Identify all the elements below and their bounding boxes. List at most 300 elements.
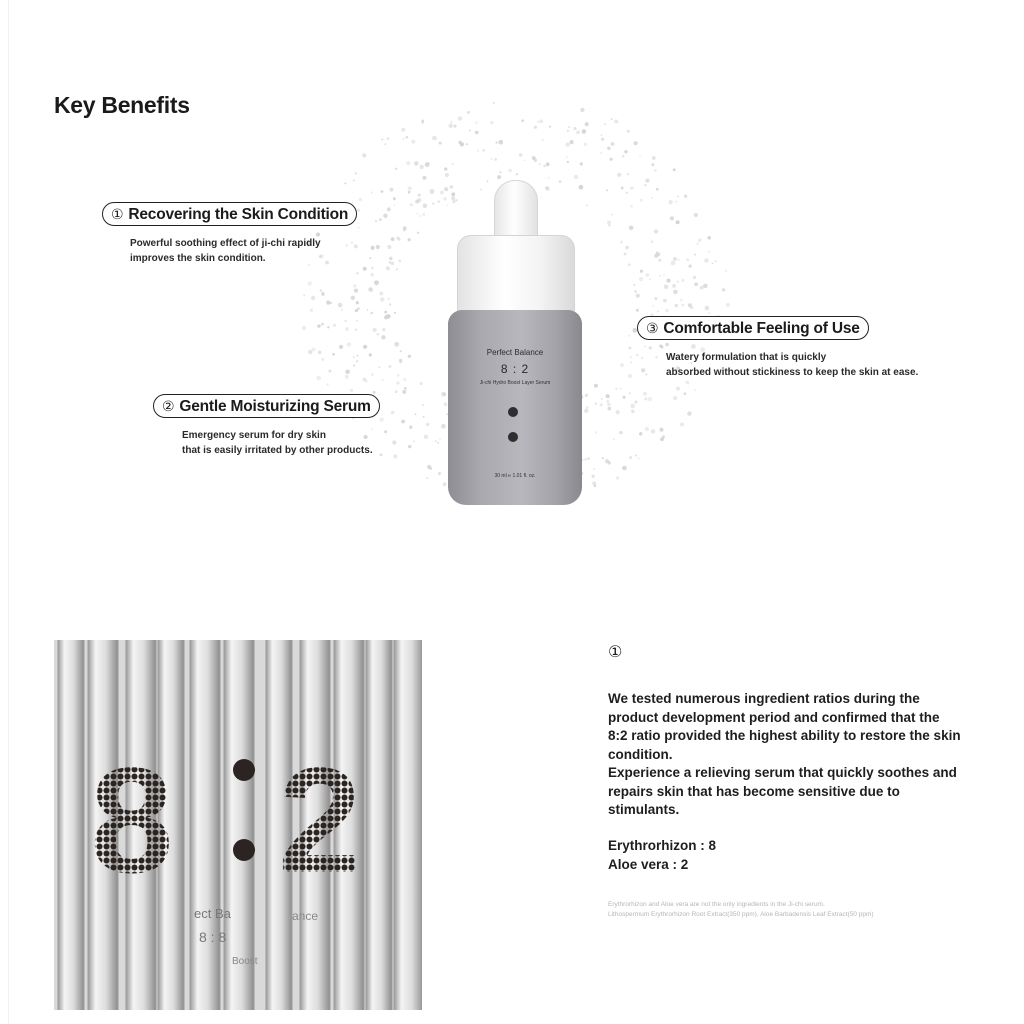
halo-dot xyxy=(328,370,331,373)
halo-dot xyxy=(460,142,464,146)
halo-dot xyxy=(690,306,694,310)
halo-dot xyxy=(445,173,449,177)
halo-dot xyxy=(654,169,657,172)
halo-dot xyxy=(698,238,702,242)
halo-dot xyxy=(568,126,570,128)
halo-dot xyxy=(708,251,710,253)
halo-dot xyxy=(585,122,589,126)
halo-dot xyxy=(715,260,717,262)
halo-dot xyxy=(610,158,613,161)
halo-dot xyxy=(677,196,679,198)
halo-dot xyxy=(641,357,643,359)
halo-dot xyxy=(396,268,398,270)
halo-dot xyxy=(601,134,603,136)
halo-dot xyxy=(359,198,362,201)
halo-dot xyxy=(534,126,537,129)
halo-dot xyxy=(380,454,383,457)
halo-dot xyxy=(725,270,727,272)
halo-dot xyxy=(408,191,411,194)
halo-dot xyxy=(422,213,425,216)
page-title: Key Benefits xyxy=(54,92,190,118)
footnote-line: Erythrorhizon and Aloe vera are not the only ingredients in the Ji-chi serum. xyxy=(608,901,825,908)
halo-dot xyxy=(508,169,512,173)
halo-dot xyxy=(403,378,406,381)
halo-dot xyxy=(621,187,624,190)
halo-dot xyxy=(592,475,595,478)
detail-line: Experience a relieving serum that quickly soothes and xyxy=(608,765,957,780)
halo-dot xyxy=(410,203,413,206)
halo-dot xyxy=(629,347,632,350)
halo-dot xyxy=(628,374,632,378)
halo-dot xyxy=(356,301,359,304)
halo-dot xyxy=(676,220,680,224)
halo-dot xyxy=(644,346,646,348)
halo-dot xyxy=(377,333,379,335)
halo-dot xyxy=(652,156,656,160)
halo-dot xyxy=(475,131,478,134)
halo-dot xyxy=(344,182,346,184)
halo-dot xyxy=(573,127,576,130)
halo-dot xyxy=(408,445,411,448)
halo-dot xyxy=(694,389,696,391)
photo-colon-dot-bottom xyxy=(233,839,255,861)
halo-dot xyxy=(707,236,711,240)
halo-dot xyxy=(308,350,312,354)
halo-dot xyxy=(646,179,650,183)
halo-dot xyxy=(403,229,405,231)
halo-dot xyxy=(482,149,485,152)
halo-dot xyxy=(415,413,417,415)
halo-dot xyxy=(606,400,609,403)
halo-dot xyxy=(624,253,627,256)
halo-dot xyxy=(320,290,322,292)
halo-dot xyxy=(630,356,632,358)
halo-dot xyxy=(600,403,603,406)
halo-dot xyxy=(652,163,655,166)
halo-dot xyxy=(644,398,647,401)
halo-dot xyxy=(580,108,584,112)
halo-dot xyxy=(357,355,359,357)
halo-dot xyxy=(406,161,410,165)
halo-dot xyxy=(649,346,652,349)
halo-dot xyxy=(622,155,624,157)
halo-dot xyxy=(353,365,355,367)
halo-dot xyxy=(611,142,615,146)
halo-dot xyxy=(403,138,405,140)
photo-colon-dot-top xyxy=(233,759,255,781)
halo-dot xyxy=(683,392,686,395)
halo-dot xyxy=(341,309,343,311)
halo-dot xyxy=(616,410,620,414)
halo-dot xyxy=(600,152,602,154)
halo-dot xyxy=(622,466,627,471)
halo-dot xyxy=(566,156,568,158)
halo-dot xyxy=(450,121,452,123)
halo-dot xyxy=(628,263,631,266)
test-tube xyxy=(58,640,84,1010)
detail-paragraph xyxy=(608,690,988,820)
halo-dot xyxy=(383,214,387,218)
ingredient-footnote xyxy=(608,900,988,920)
halo-dot xyxy=(607,221,611,225)
halo-dot xyxy=(634,401,637,404)
halo-dot xyxy=(663,274,665,276)
halo-dot xyxy=(694,253,696,255)
halo-dot xyxy=(636,309,639,312)
halo-dot xyxy=(604,123,606,125)
halo-dot xyxy=(638,458,640,460)
halo-dot xyxy=(651,197,653,199)
halo-dot xyxy=(367,309,369,311)
halo-dot xyxy=(308,281,313,286)
halo-dot xyxy=(430,189,435,194)
halo-dot xyxy=(663,299,667,303)
halo-dot xyxy=(355,172,357,174)
halo-dot xyxy=(629,226,634,231)
halo-dot xyxy=(469,130,471,132)
halo-dot xyxy=(662,435,665,438)
halo-dot xyxy=(620,388,622,390)
halo-dot xyxy=(631,410,635,414)
halo-dot xyxy=(373,391,376,394)
halo-dot xyxy=(712,263,714,265)
halo-dot xyxy=(353,284,357,288)
halo-dot xyxy=(417,232,419,234)
halo-dot xyxy=(380,418,384,422)
benefit-2-line-1: Emergency serum for dry skin xyxy=(182,430,326,441)
halo-dot xyxy=(406,136,408,138)
halo-dot xyxy=(694,282,698,286)
halo-dot xyxy=(420,382,423,385)
halo-dot xyxy=(345,375,349,379)
halo-dot xyxy=(353,180,355,182)
halo-dot xyxy=(658,259,661,262)
halo-dot xyxy=(726,303,730,307)
halo-dot xyxy=(339,345,343,349)
halo-dot xyxy=(439,142,442,145)
halo-dot xyxy=(537,121,539,123)
halo-dot xyxy=(634,290,636,292)
halo-dot xyxy=(676,387,680,391)
halo-dot xyxy=(576,131,580,135)
halo-dot xyxy=(432,203,434,205)
test-tube xyxy=(224,640,254,1010)
halo-dot xyxy=(654,297,657,300)
detail-line: stimulants. xyxy=(608,802,680,817)
halo-dot xyxy=(375,220,377,222)
halo-dot xyxy=(570,140,574,144)
halo-dot xyxy=(627,130,630,133)
halo-dot xyxy=(391,411,395,415)
halo-dot xyxy=(389,257,393,261)
halo-dot xyxy=(372,290,374,292)
bottle-label-name: Perfect Balance xyxy=(486,348,544,357)
halo-dot xyxy=(302,326,307,331)
halo-dot xyxy=(399,260,402,263)
halo-dot xyxy=(426,423,429,426)
ratio-tubes-photo xyxy=(54,640,422,1010)
halo-dot xyxy=(611,214,613,216)
halo-dot xyxy=(327,326,329,328)
page-edge-rule xyxy=(8,0,9,1024)
halo-dot xyxy=(391,262,395,266)
bottle-dot-top xyxy=(508,407,518,417)
halo-dot xyxy=(381,335,385,339)
halo-dot xyxy=(669,200,673,204)
halo-dot xyxy=(394,312,396,314)
halo-dot xyxy=(345,370,350,375)
halo-dot xyxy=(624,150,627,153)
halo-dot xyxy=(345,320,347,322)
halo-dot xyxy=(687,411,691,415)
halo-dot xyxy=(546,162,550,166)
halo-dot xyxy=(620,363,624,367)
halo-dot xyxy=(332,353,335,356)
halo-dot xyxy=(370,312,373,315)
halo-dot xyxy=(408,238,411,241)
halo-dot xyxy=(629,456,632,459)
halo-dot xyxy=(389,303,391,305)
halo-dot xyxy=(693,276,696,279)
halo-dot xyxy=(628,335,630,337)
halo-dot xyxy=(649,278,651,280)
halo-dot xyxy=(659,428,663,432)
halo-dot xyxy=(371,267,374,270)
halo-dot xyxy=(656,251,658,253)
halo-dot xyxy=(422,120,425,123)
halo-dot xyxy=(466,143,468,145)
benefit-2-title: Gentle Moisturizing Serum xyxy=(179,398,371,415)
halo-dot xyxy=(648,397,653,402)
halo-dot xyxy=(654,229,658,233)
halo-dot xyxy=(593,468,595,470)
halo-dot xyxy=(686,381,690,385)
halo-dot xyxy=(646,273,649,276)
halo-dot xyxy=(539,163,541,165)
halo-dot xyxy=(607,147,611,151)
tubes-illustration xyxy=(54,640,422,1010)
bottle-dot-bottom xyxy=(508,432,518,442)
halo-dot xyxy=(611,118,613,120)
halo-dot xyxy=(417,213,419,215)
halo-dot xyxy=(371,192,373,194)
halo-dot xyxy=(321,358,324,361)
halo-dot xyxy=(356,360,358,362)
halo-dot xyxy=(424,435,429,440)
halo-dot xyxy=(321,323,324,326)
halo-dot xyxy=(338,303,343,308)
halo-dot xyxy=(427,465,431,469)
halo-dot xyxy=(316,376,321,381)
photo-tube-label-2: 8 : 8 xyxy=(199,929,227,945)
benefit-2-line-2: that is easily irritated by other products. xyxy=(182,445,373,456)
photo-digit-eight: 8 xyxy=(90,736,174,904)
benefit-2-number: ② xyxy=(162,398,175,414)
halo-dot xyxy=(387,137,390,140)
benefit-3-pill xyxy=(637,316,869,340)
halo-dot xyxy=(490,121,494,125)
halo-dot xyxy=(363,345,367,349)
halo-dot xyxy=(452,163,454,165)
halo-dot xyxy=(357,307,360,310)
halo-dot xyxy=(388,298,390,300)
halo-dot xyxy=(625,246,629,250)
halo-dot xyxy=(392,440,396,444)
halo-dot xyxy=(606,394,610,398)
halo-dot xyxy=(371,373,374,376)
halo-dot xyxy=(580,162,583,165)
halo-dot xyxy=(543,165,545,167)
halo-dot xyxy=(645,373,647,375)
halo-dot xyxy=(595,403,597,405)
halo-dot xyxy=(423,416,425,418)
halo-dot xyxy=(652,305,654,307)
halo-dot xyxy=(379,218,382,221)
halo-dot xyxy=(697,243,699,245)
halo-dot xyxy=(475,122,477,124)
halo-dot xyxy=(422,404,424,406)
halo-dot xyxy=(704,258,709,263)
halo-dot xyxy=(394,204,396,206)
halo-dot xyxy=(401,420,405,424)
halo-dot xyxy=(644,184,646,186)
halo-dot xyxy=(677,281,679,283)
halo-dot xyxy=(659,275,661,277)
halo-dot xyxy=(303,294,305,296)
halo-dot xyxy=(640,199,643,202)
halo-dot xyxy=(639,277,643,281)
halo-dot xyxy=(395,168,397,170)
halo-dot xyxy=(602,457,604,459)
halo-dot xyxy=(639,155,641,157)
halo-dot xyxy=(417,198,421,202)
halo-dot xyxy=(389,261,391,263)
detail-number: ① xyxy=(608,644,623,661)
halo-dot xyxy=(426,477,428,479)
halo-dot xyxy=(310,309,313,312)
halo-dot xyxy=(402,390,406,394)
halo-dot xyxy=(665,309,669,313)
halo-dot xyxy=(601,398,603,400)
halo-dot xyxy=(312,348,316,352)
halo-dot xyxy=(437,442,439,444)
halo-dot xyxy=(354,244,358,248)
halo-dot xyxy=(449,124,453,128)
halo-dot xyxy=(399,361,401,363)
halo-dot xyxy=(356,272,358,274)
halo-dot xyxy=(686,258,689,261)
benefit-1-title: Recovering the Skin Condition xyxy=(128,206,349,223)
halo-dot xyxy=(394,342,399,347)
halo-dot xyxy=(549,126,551,128)
halo-dot xyxy=(680,423,684,427)
ingredient-ratio xyxy=(608,837,716,874)
halo-dot xyxy=(524,160,526,162)
halo-dot xyxy=(391,237,395,241)
bottle-label-subtitle: Ji-chi Hydro Boost Layer Serum xyxy=(479,380,551,386)
halo-dot xyxy=(357,209,360,212)
halo-dot xyxy=(651,429,655,433)
halo-dot xyxy=(350,389,353,392)
halo-dot xyxy=(665,343,669,347)
halo-dot xyxy=(567,161,569,163)
halo-dot xyxy=(664,285,669,290)
halo-dot xyxy=(595,431,597,433)
halo-dot xyxy=(495,141,497,143)
halo-dot xyxy=(389,365,392,368)
halo-dot xyxy=(423,176,427,180)
halo-dot xyxy=(386,266,390,270)
halo-dot xyxy=(393,197,396,200)
halo-dot xyxy=(345,327,349,331)
detail-line: 8:2 ratio provided the highest ability to restore the skin xyxy=(608,728,961,743)
benefit-2-pill xyxy=(153,394,380,418)
photo-tube-label-1: ect Ba xyxy=(194,906,231,921)
halo-dot xyxy=(414,161,419,166)
halo-dot xyxy=(453,125,456,128)
halo-dot xyxy=(673,290,678,295)
ratio-line-erythrorhizon: Erythrorhizon : 8 xyxy=(608,838,717,853)
halo-dot xyxy=(539,119,543,123)
halo-dot xyxy=(629,392,631,394)
halo-dot xyxy=(519,153,523,157)
footnote-line: Lithospermum Erythrorhizon Root Extract(350 ppm), Aloe Barbadensis Leaf Extract(50 ppm) xyxy=(608,911,874,918)
halo-dot xyxy=(382,379,384,381)
halo-dot xyxy=(615,388,618,391)
halo-dot xyxy=(395,390,398,393)
halo-dot xyxy=(584,143,587,146)
halo-dot xyxy=(671,261,676,266)
halo-dot xyxy=(656,188,659,191)
halo-dot xyxy=(682,304,685,307)
halo-dot xyxy=(444,167,447,170)
halo-dot xyxy=(398,238,401,241)
halo-dot xyxy=(378,366,380,368)
halo-dot xyxy=(426,162,430,166)
halo-dot xyxy=(467,111,470,114)
dropper-collar xyxy=(457,235,575,317)
halo-dot xyxy=(477,150,479,152)
halo-dot xyxy=(317,324,320,327)
halo-dot xyxy=(311,296,315,300)
halo-dot xyxy=(594,384,598,388)
halo-dot xyxy=(630,361,632,363)
halo-dot xyxy=(435,440,437,442)
halo-dot xyxy=(606,189,608,191)
test-tube xyxy=(394,640,422,1010)
halo-dot xyxy=(582,129,587,134)
halo-dot xyxy=(353,356,355,358)
halo-dot xyxy=(567,130,569,132)
halo-dot xyxy=(497,175,501,179)
halo-dot xyxy=(694,213,698,217)
halo-dot xyxy=(358,227,360,229)
halo-dot xyxy=(636,294,640,298)
halo-dot xyxy=(643,392,647,396)
halo-dot xyxy=(672,284,676,288)
halo-dot xyxy=(651,240,654,243)
halo-dot xyxy=(630,404,635,409)
halo-dot xyxy=(675,304,678,307)
benefit-3-number: ③ xyxy=(646,320,659,336)
halo-dot xyxy=(574,175,579,180)
halo-dot xyxy=(516,173,518,175)
halo-dot xyxy=(409,426,412,429)
halo-dot xyxy=(691,344,696,349)
halo-dot xyxy=(381,190,384,193)
halo-dot xyxy=(369,353,372,356)
benefit-3-line-2: absorbed without stickiness to keep the skin at ease. xyxy=(666,367,919,378)
